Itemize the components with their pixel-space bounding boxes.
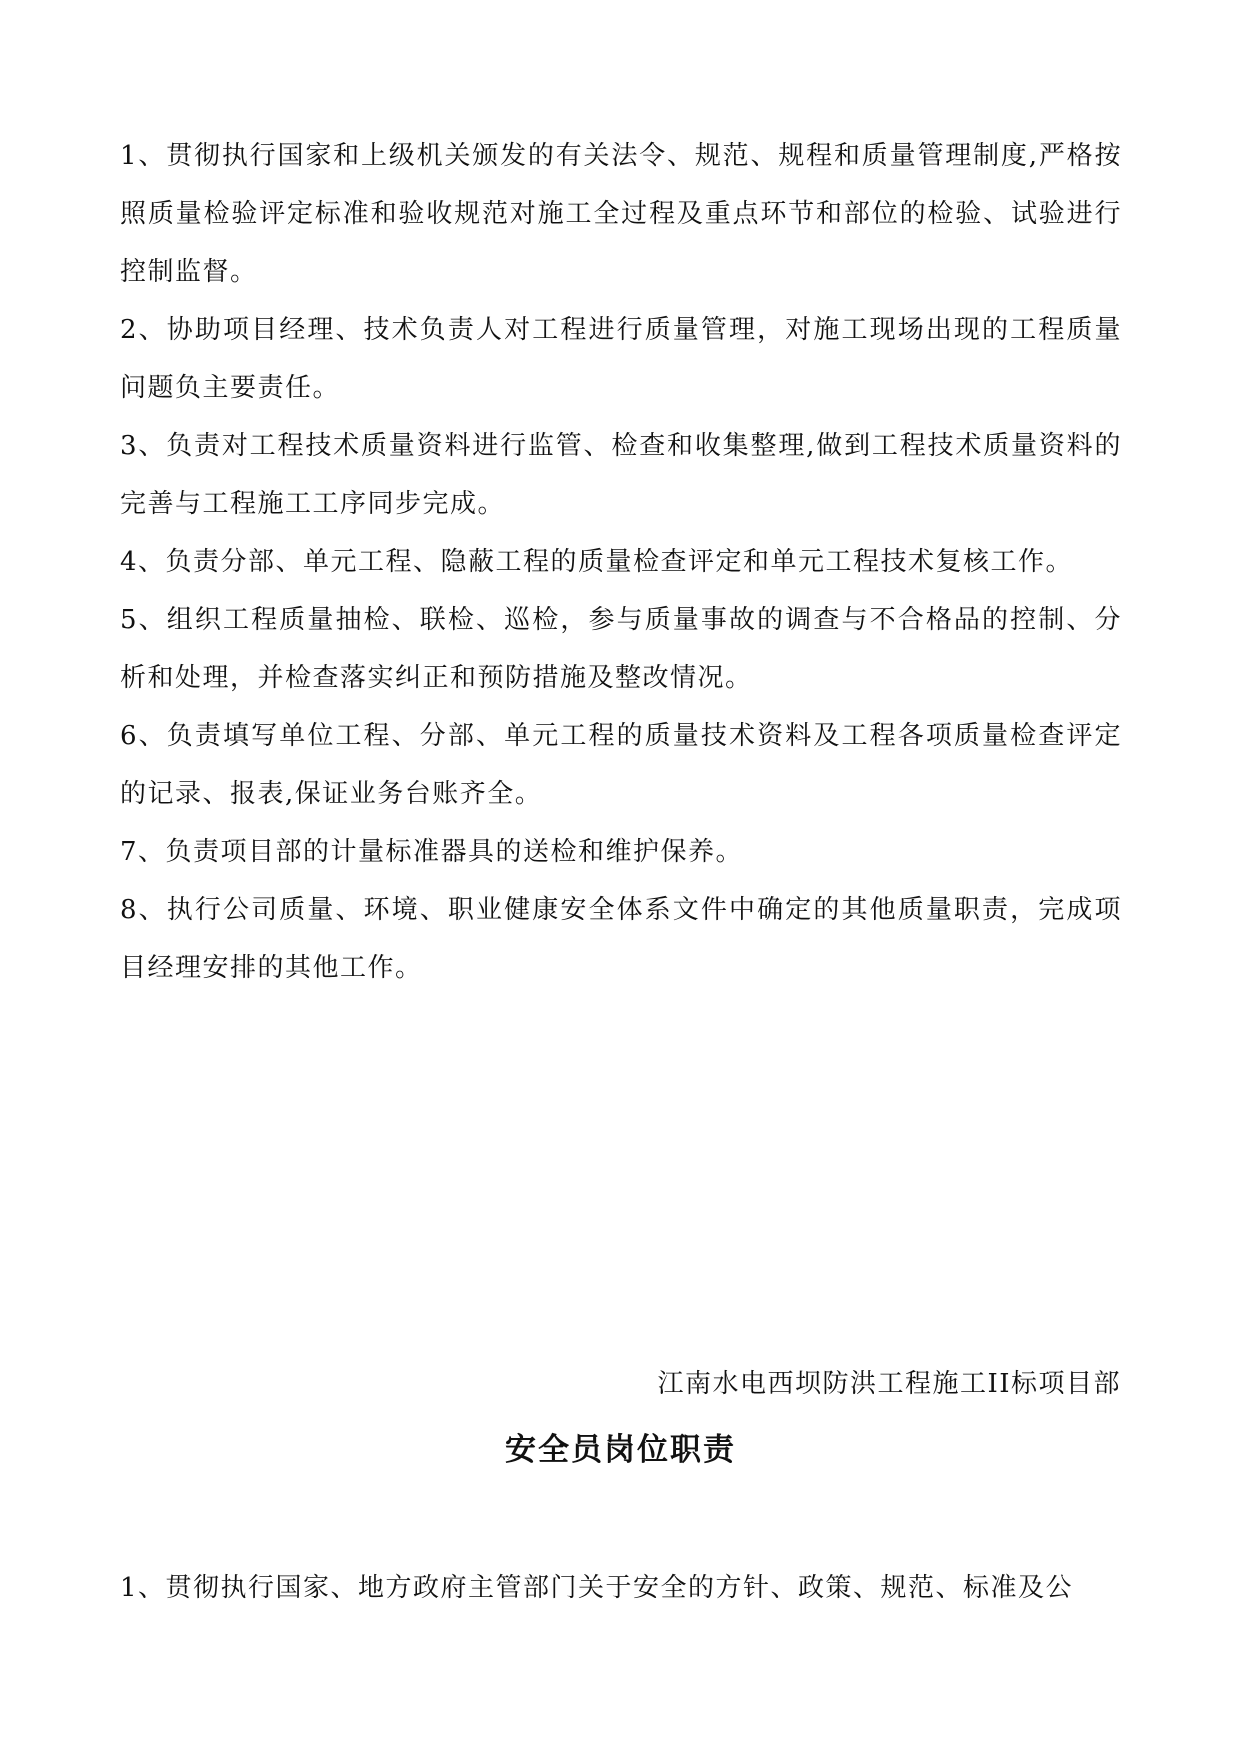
duty-item-6: 6、负责填写单位工程、分部、单元工程的质量技术资料及工程各项质量检查评定的记录、报表,保证业务台账齐全。 (120, 721, 1122, 809)
duty-item-5: 5、组织工程质量抽检、联检、巡检，参与质量事故的调查与不合格品的控制、分析和处理，并检查落实纠正和预防措施及整改情况。 (120, 605, 1122, 693)
duty-item-8: 8、执行公司质量、环境、职业健康安全体系文件中确定的其他质量职责，完成项目经理安排的其他工作。 (120, 895, 1122, 983)
section-title: 安全员岗位职责 (505, 1432, 736, 1468)
duty-item-1: 1、贯彻执行国家和上级机关颁发的有关法令、规范、规程和质量管理制度,严格按照质量检验评定标准和验收规范对施工全过程及重点环节和部位的检验、试验进行控制监督。 (120, 141, 1122, 287)
duty-item-4: 4、负责分部、单元工程、隐蔽工程的质量检查评定和单元工程技术复核工作。 (120, 547, 1074, 577)
safety-duty-list (120, 1559, 1122, 1617)
duty-item-7: 7、负责项目部的计量标准器具的送检和维护保养。 (120, 837, 744, 867)
duty-item-2: 2、协助项目经理、技术负责人对工程进行质量管理，对施工现场出现的工程质量问题负主要责任。 (120, 315, 1122, 403)
safety-duty-item-1: 1、贯彻执行国家、地方政府主管部门关于安全的方针、政策、规范、标准及公 (120, 1573, 1074, 1603)
duty-item-3: 3、负责对工程技术质量资料进行监管、检查和收集整理,做到工程技术质量资料的完善与工程施工工序同步完成。 (120, 431, 1122, 519)
project-department-signature: 江南水电西坝防洪工程施工II标项目部 (657, 1369, 1121, 1399)
quality-duty-list (120, 127, 1122, 997)
